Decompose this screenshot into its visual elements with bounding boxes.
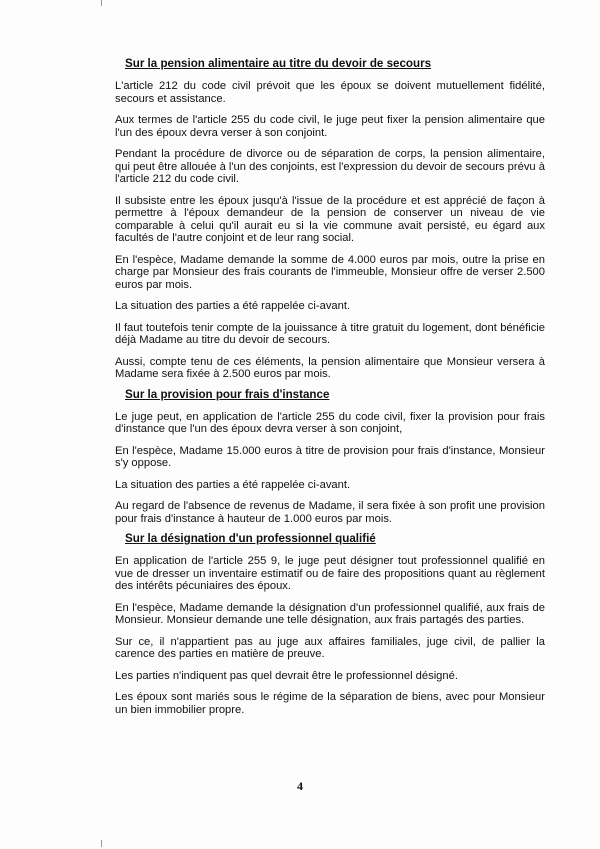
paragraph: La situation des parties a été rappelée ci-avant. [115, 300, 351, 312]
paragraph: La situation des parties a été rappelée ci-avant. [115, 478, 351, 491]
scan-edge-mark-top [101, 0, 102, 6]
paragraph: Sur ce, il n'appartient pas au juge aux affaires familiales, juge civil, de pallier la carence des parties en matière de preuve. [115, 635, 545, 660]
paragraph: Les époux sont mariés sous le régime de la séparation de biens, avec pour Monsieur un bien immobilier propre. [115, 691, 545, 716]
paragraph: En l'espèce, Madame demande la désignation d'un professionnel qualifié, aux frais de Monsieur. Monsieur demande une telle désignation, aux frais partagés des parties. [115, 601, 545, 626]
paragraph: Aux termes de l'article 255 du code civil, le juge peut fixer la pension alimentaire que l'un des époux devra verser à son conjoint. [115, 114, 545, 139]
document-body [115, 57, 545, 725]
paragraph: En l'espèce, Madame demande la somme de 4.000 euros par mois, outre la prise en charge par Monsieur des frais courants de l'immeuble, Monsieur offre de verser 2.500 euros par mois. [115, 253, 545, 291]
paragraph: Il subsiste entre les époux jusqu'à l'issue de la procédure et est apprécié de façon à permettre à l'époux demandeur de la pension de conserver un niveau de vie comparable à celui qu'il aurait eu si la vie commune avait persisté, eu égard aux facultés de l'autre conjoint et de leur rang social. [115, 194, 545, 244]
paragraph: Pendant la procédure de divorce ou de séparation de corps, la pension alimentaire, qui peut être allouée à l'un des conjoints, est l'expression du devoir de secours prévu à l'article 212 du code civil. [115, 148, 545, 185]
paragraph: Il faut toutefois tenir compte de la jouissance à titre gratuit du logement, dont bénéficie déjà Madame au titre du devoir de secours. [115, 321, 545, 346]
paragraph: Les parties n'indiquent pas quel devrait être le professionnel désigné. [115, 669, 458, 682]
section-heading-provision-frais-instance: Sur la provision pour frais d'instance [125, 387, 330, 401]
section-heading-designation-professionnel: Sur la désignation d'un professionnel qualifié [125, 532, 376, 545]
paragraph: Au regard de l'absence de revenus de Madame, il sera fixée à son profit une provision pour frais d'instance à hauteur de 1.000 euros par mois. [115, 500, 545, 525]
scan-edge-mark-bottom [101, 840, 102, 847]
paragraph: L'article 212 du code civil prévoit que les époux se doivent mutuellement fidélité, secours et assistance. [115, 80, 545, 105]
paragraph: Le juge peut, en application de l'article 255 du code civil, fixer la provision pour frais d'instance que l'un des époux devra verser à son conjoint, [115, 410, 545, 435]
paragraph: Aussi, compte tenu de ces éléments, la pension alimentaire que Monsieur versera à Madame sera fixée à 2.500 euros par mois. [115, 355, 545, 380]
page-number: 4 [297, 779, 303, 793]
paragraph: En application de l'article 255 9, le juge peut désigner tout professionnel qualifié en vue de dresser un inventaire estimatif ou de faire des propositions quant au règlement des intérêts pécuniaires des époux. [115, 555, 545, 592]
section-heading-pension-alimentaire: Sur la pension alimentaire au titre du devoir de secours [125, 57, 432, 70]
paragraph: En l'espèce, Madame 15.000 euros à titre de provision pour frais d'instance, Monsieur s'y oppose. [115, 444, 545, 469]
